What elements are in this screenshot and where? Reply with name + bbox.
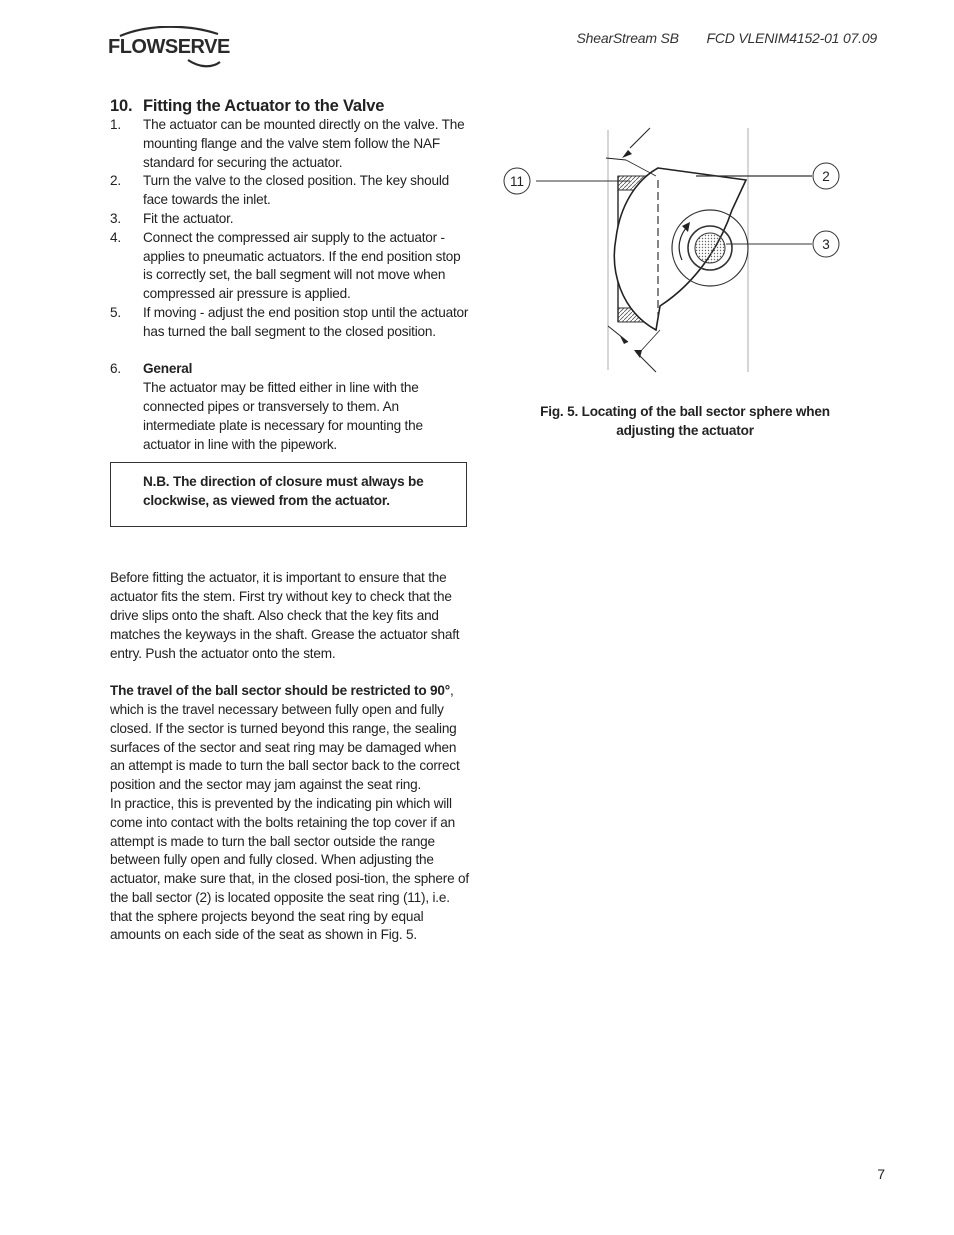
paragraph-fitting: Before fitting the actuator, it is important to ensure that the actuator fits the stem. First try without key to check that the drive slips onto the shaft. Also check that the key fits and matches the keyways in the shaft. Grease the actuator shaft entry. Push the actuator onto the stem. bbox=[110, 570, 460, 661]
list-item: 2. Turn the valve to the closed position. The key should face towards the inlet. bbox=[110, 173, 450, 208]
product-name: ShearStream SB bbox=[576, 30, 679, 46]
section-title: Fitting the Actuator to the Valve bbox=[143, 97, 385, 115]
section-number: 10. bbox=[110, 97, 133, 115]
page-number: 7 bbox=[877, 1166, 885, 1182]
travel-emphasis: The travel of the ball sector should be restricted to 90° bbox=[110, 683, 451, 699]
list-item: 5. If moving - adjust the end position stop until the actuator has turned the ball segment to the closed position. bbox=[110, 304, 469, 339]
paragraph-travel bbox=[110, 682, 470, 795]
travel-text: , which is the travel necessary between fully open and fully closed. If the sector is turned beyond this range, the sealing surfaces of the sector and seat ring may be damaged when an attempt is made to turn the ball sector back to the correct position and the sector may jam against the seat ring. bbox=[110, 683, 460, 793]
flowserve-logo bbox=[108, 26, 232, 72]
list-item-general: 6. General The actuator may be fitted either in line with the connected pipes or transversely to them. An intermediate plate is necessary for mounting the actuator in line with the pipework. bbox=[110, 360, 470, 454]
document-code: FCD VLENIM4152-01 07.09 bbox=[706, 30, 877, 46]
note-box bbox=[110, 462, 467, 527]
list-item: 4. Connect the compressed air supply to the actuator - applies to pneumatic actuators. If the end position stop is correctly set, the ball segment will not move when compressed air pressure is applied. bbox=[110, 229, 461, 302]
callout-11-label: 11 bbox=[509, 174, 525, 189]
shaft-inner bbox=[695, 233, 725, 263]
logo-text: FLOWSERVE bbox=[108, 36, 230, 58]
running-header bbox=[577, 30, 877, 46]
figure-5-drawing bbox=[500, 120, 860, 382]
paragraph-practice: In practice, this is prevented by the indicating pin which will come into contact with the bolts retaining the top cover if an attempt is made to turn the ball sector outside the range between fully open and fully closed. When adjusting the actuator, make sure that, in the closed posi-tion, the sphere of the ball sector (2) is located opposite the seat ring (11), i.e. that the sphere projects beyond the seat ring by equal amounts on each side of the seat as shown in Fig. 5. bbox=[110, 795, 469, 943]
section-heading bbox=[110, 96, 470, 116]
general-heading: General bbox=[143, 361, 193, 377]
ball-sector-body bbox=[614, 168, 746, 330]
list-item: 1. The actuator can be mounted directly on the valve. The mounting flange and the valve stem follow the NAF standard for securing the actuator. bbox=[110, 117, 465, 170]
procedure-list bbox=[110, 116, 470, 454]
list-item: 3. Fit the actuator. bbox=[110, 210, 234, 226]
figure-caption: Fig. 5. Locating of the ball sector sphere when adjusting the actuator bbox=[540, 404, 830, 438]
list-spacer bbox=[110, 342, 470, 361]
callout-3-label: 3 bbox=[822, 237, 830, 252]
note-text: N.B. The direction of closure must always be clockwise, as viewed from the actuator. bbox=[143, 474, 424, 509]
ball-sector-diagram bbox=[500, 120, 860, 382]
main-text-column bbox=[110, 96, 470, 945]
callout-2-label: 2 bbox=[822, 169, 830, 184]
general-text: The actuator may be fitted either in line with the connected pipes or transversely to them. An intermediate plate is necessary for mounting the actuator in line with the pipework. bbox=[143, 380, 423, 452]
